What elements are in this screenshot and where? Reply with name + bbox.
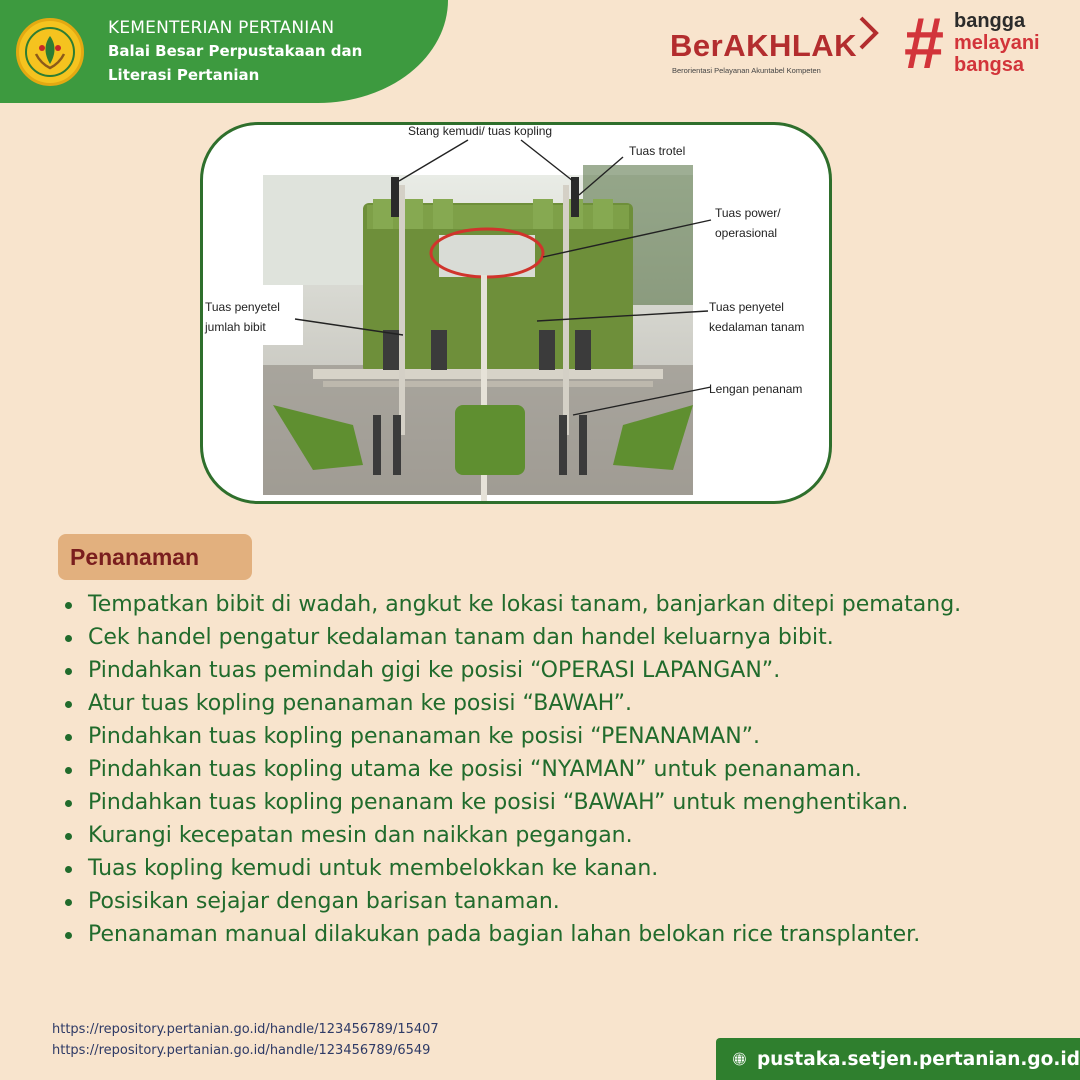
hashtag-word-melayani: melayani [954,32,1040,54]
rice-transplanter-illustration [203,125,829,501]
ministry-name: KEMENTERIAN PERTANIAN [108,18,335,38]
berakhlak-tagline: Berorientasi Pelayanan Akuntabel Kompeten [672,66,821,75]
unit-name-line1: Balai Besar Perpustakaan dan [108,42,363,60]
label-seedling-line2: jumlah bibit [205,320,266,334]
list-item: Pindahkan tuas pemindah gigi ke posisi “OPERASI LAPANGAN”. [60,654,1050,687]
section-title-badge: Penanaman [58,534,252,580]
label-power-line2: operasional [715,226,778,240]
planting-steps-list [60,588,1050,951]
label-steering: Stang kemudi/ tuas kopling [408,125,553,138]
hashtag-word-bangga: bangga [954,10,1026,32]
reference-link[interactable]: https://repository.pertanian.go.id/handle/123456789/15407 [52,1022,439,1037]
footer-site-bar[interactable] [716,1038,1080,1080]
list-item: Penanaman manual dilakukan pada bagian lahan belokan rice transplanter. [60,918,1050,951]
list-item: Cek handel pengatur kedalaman tanam dan handel keluarnya bibit. [60,621,1050,654]
bangga-melayani-bangsa-logo [904,4,1074,84]
list-item: Posisikan sejajar dengan barisan tanaman. [60,885,1050,918]
unit-name-line2: Literasi Pertanian [108,66,260,84]
reference-link[interactable]: https://repository.pertanian.go.id/handle/123456789/6549 [52,1043,431,1058]
list-item: Pindahkan tuas kopling penanaman ke posisi “PENANAMAN”. [60,720,1050,753]
references [52,1019,439,1061]
list-item: Pindahkan tuas kopling penanam ke posisi “BAWAH” untuk menghentikan. [60,786,1050,819]
label-depth-line2: kedalaman tanam [709,320,805,334]
label-depth-line1: Tuas penyetel [709,300,784,314]
berakhlak-word: BerAKHLAK [670,28,858,63]
hashtag-words [954,10,1040,76]
list-item: Tempatkan bibit di wadah, angkut ke lokasi tanam, banjarkan ditepi pematang. [60,588,1050,621]
list-item: Kurangi kecepatan mesin dan naikkan pegangan. [60,819,1050,852]
hashtag-word-bangsa: bangsa [954,54,1025,76]
hashtag-icon: # [904,4,945,84]
label-planting-arm: Lengan penanam [709,382,803,396]
chevron-right-icon [858,16,880,50]
ministry-logo [16,18,84,86]
list-item: Atur tuas kopling penanaman ke posisi “BAWAH”. [60,687,1050,720]
globe-icon [732,1046,747,1072]
label-throttle: Tuas trotel [629,144,686,158]
list-item: Tuas kopling kemudi untuk membelokkan ke kanan. [60,852,1050,885]
rice-transplanter-diagram [200,122,832,504]
header-banner [0,0,448,103]
label-power-line1: Tuas power/ [715,206,781,220]
label-seedling-line1: Tuas penyetel [205,300,280,314]
header-title-block [108,17,362,87]
footer-site-url[interactable]: pustaka.setjen.pertanian.go.id [756,1048,1080,1070]
berakhlak-logo [670,14,880,80]
list-item: Pindahkan tuas kopling utama ke posisi “NYAMAN” untuk penanaman. [60,753,1050,786]
ministry-emblem-icon [22,24,78,80]
